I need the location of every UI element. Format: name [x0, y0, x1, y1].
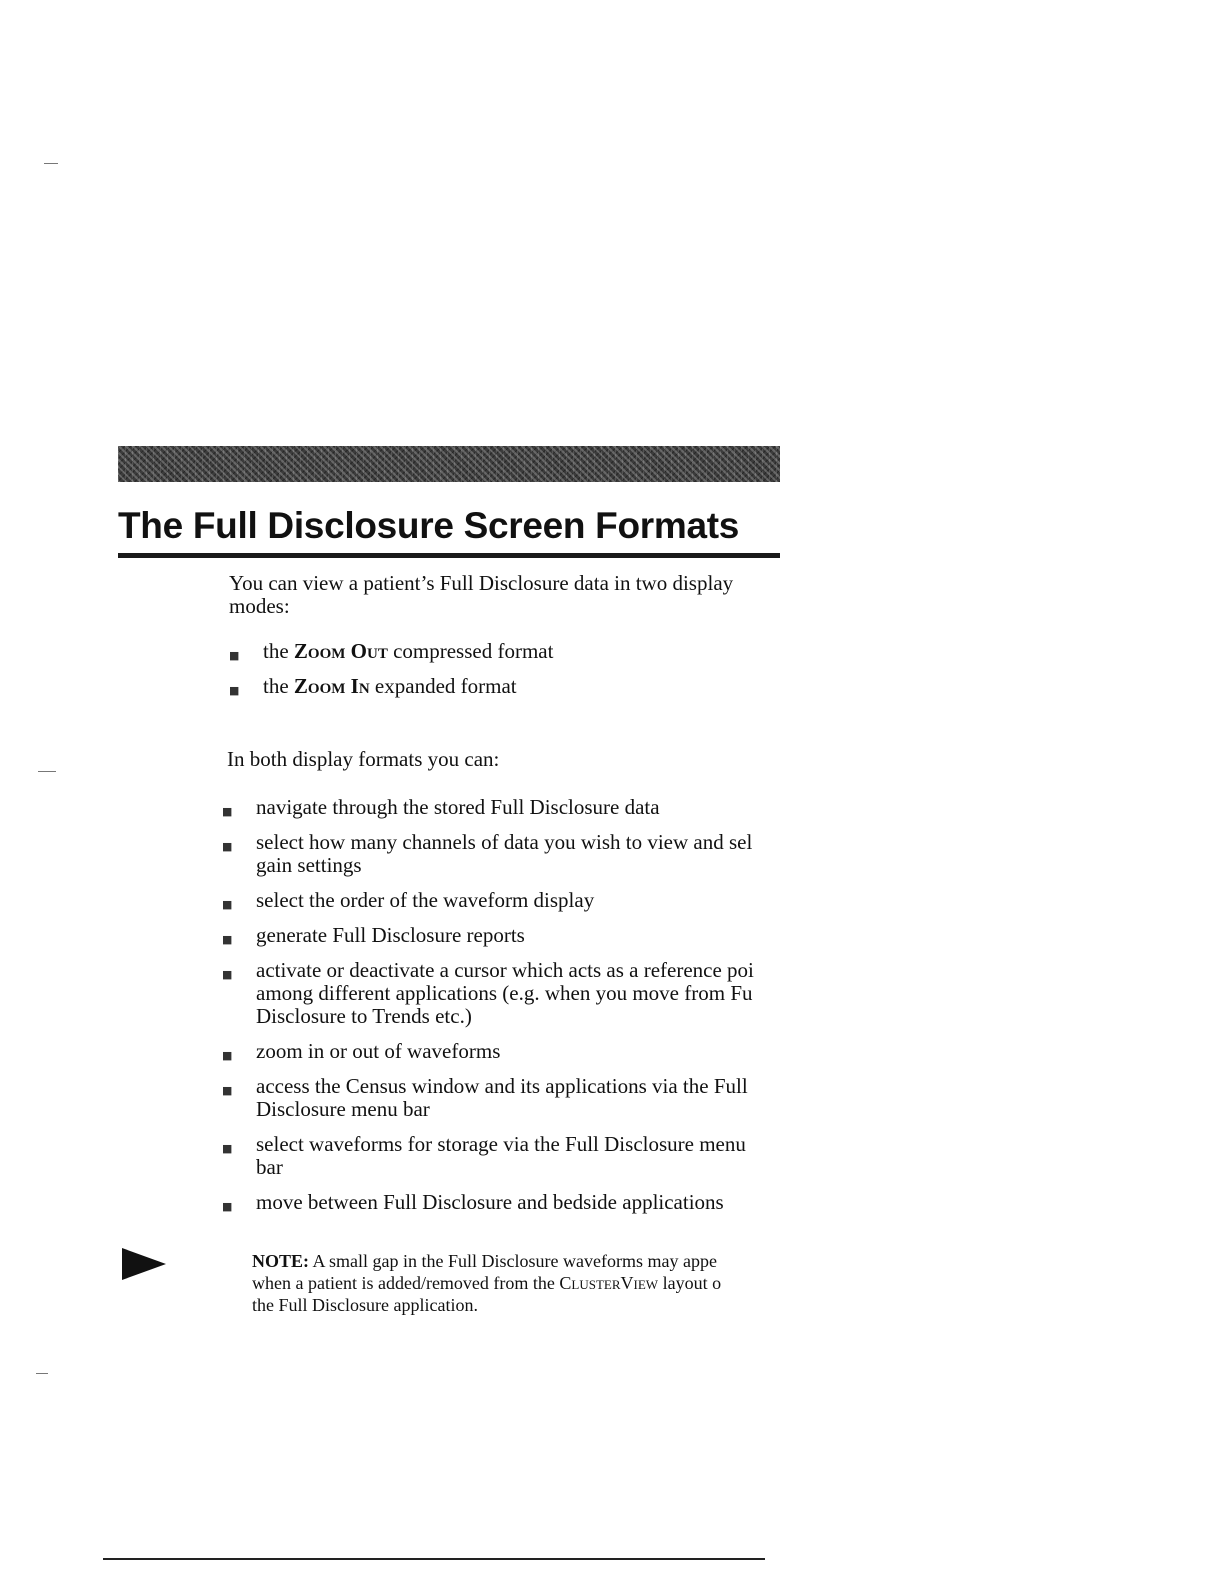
list-item [222, 959, 774, 1028]
list-item-text: select the order of the waveform display [256, 889, 595, 912]
list-item-text: Disclosure menu bar [256, 1097, 430, 1121]
list-item [222, 1191, 774, 1214]
lead-paragraph: In both display formats you can: [227, 747, 500, 771]
display-mode-list [229, 640, 779, 710]
list-item-text: bar [256, 1155, 283, 1179]
list-item [222, 924, 774, 947]
square-bullet-icon: ■ [222, 968, 233, 981]
mode-text-pre: the [263, 674, 294, 698]
note-text: layout o [658, 1273, 722, 1293]
square-bullet-icon: ■ [229, 649, 240, 662]
list-item [222, 796, 774, 819]
product-name: ClusterView [559, 1273, 659, 1293]
list-item-text: Disclosure to Trends etc.) [256, 1004, 472, 1028]
list-item-text: select how many channels of data you wish to view and sel [256, 831, 753, 854]
section-header-bar [118, 446, 780, 482]
arrow-pointer-icon [122, 1248, 166, 1280]
mode-text-post: compressed format [387, 639, 554, 663]
list-item [222, 1040, 774, 1063]
scan-artifact [36, 1373, 48, 1374]
list-item [222, 889, 774, 912]
note-text: A small gap in the Full Disclosure waveforms may appe [312, 1251, 717, 1271]
square-bullet-icon: ■ [222, 805, 233, 818]
page-title: The Full Disclosure Screen Formats [118, 505, 740, 546]
capability-list [222, 796, 774, 1226]
note-line [252, 1272, 772, 1294]
list-item-text: gain settings [256, 853, 362, 877]
mode-name: Zoom Out [293, 639, 388, 663]
list-item-text: among different applications (e.g. when you move from Fu [256, 981, 753, 1005]
square-bullet-icon: ■ [222, 933, 233, 946]
intro-paragraph: You can view a patient’s Full Disclosure data in two display modes: [229, 571, 734, 618]
square-bullet-icon: ■ [222, 840, 233, 853]
list-item-text: navigate through the stored Full Disclosure data [256, 796, 660, 819]
title-rule [118, 553, 780, 558]
square-bullet-icon: ■ [222, 1049, 233, 1062]
list-item-text: generate Full Disclosure reports [256, 924, 525, 947]
square-bullet-icon: ■ [222, 898, 233, 911]
note-label: NOTE: [252, 1251, 310, 1271]
scan-artifact [44, 163, 58, 164]
mode-name: Zoom In [293, 674, 370, 698]
list-item [222, 1075, 774, 1121]
note-text: when a patient is added/removed from the [252, 1273, 560, 1293]
list-item-text: select waveforms for storage via the Full Disclosure menu [256, 1133, 746, 1156]
list-item [222, 831, 774, 877]
square-bullet-icon: ■ [229, 684, 240, 697]
square-bullet-icon: ■ [222, 1200, 233, 1213]
square-bullet-icon: ■ [222, 1142, 233, 1155]
note-line: the Full Disclosure application. [252, 1295, 478, 1315]
scan-artifact [38, 771, 56, 772]
list-item [229, 675, 779, 698]
list-item [222, 1133, 774, 1179]
note-block [252, 1250, 772, 1316]
list-item-text: activate or deactivate a cursor which acts as a reference poi [256, 959, 754, 982]
mode-text-post: expanded format [369, 674, 517, 698]
list-item-text: zoom in or out of waveforms [256, 1040, 501, 1063]
square-bullet-icon: ■ [222, 1084, 233, 1097]
mode-text-pre: the [263, 639, 294, 663]
footer-rule [103, 1558, 765, 1560]
list-item-text: move between Full Disclosure and bedside applications [256, 1191, 724, 1214]
note-line [252, 1250, 772, 1272]
list-item-text: access the Census window and its applications via the Full [256, 1075, 748, 1098]
list-item [229, 640, 779, 663]
